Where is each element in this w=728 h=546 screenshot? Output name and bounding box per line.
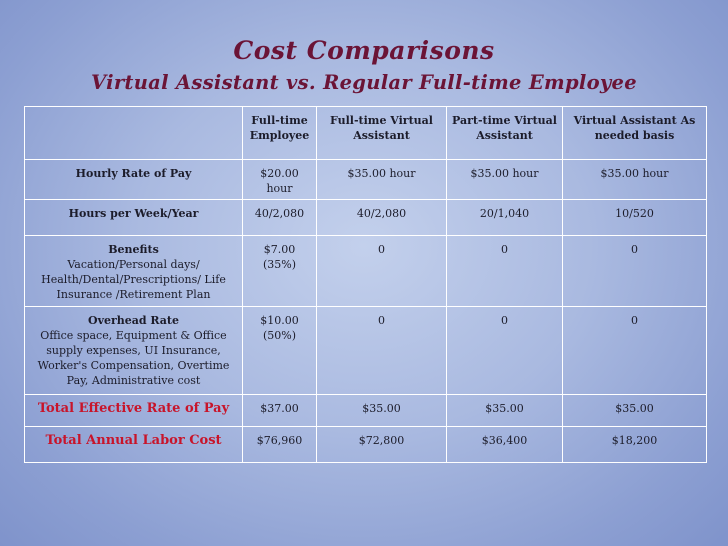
table-cell: $10.00 (50%) [243,307,317,395]
header-cell-empty [25,107,243,160]
table-cell: 0 [447,307,563,395]
table-cell: $36,400 [447,427,563,463]
row-label-cell [25,236,243,307]
table-cell: $7.00 (35%) [243,236,317,307]
table-cell: $35.00 [563,395,707,427]
table-cell: 20/1,040 [447,200,563,236]
header-cell-asneeded-va: Virtual Assistant As needed basis [563,107,707,160]
row-detail: Office space, Equipment & Office supply expenses, UI Insurance, Worker's Compensation, Overtime Pay, Administrative cost [37,329,230,387]
header-cell-parttime-va: Part-time Virtual Assistant [447,107,563,160]
row-label-cell [25,307,243,395]
table-cell: 0 [317,307,447,395]
table-cell: 0 [317,236,447,307]
table-cell: $35.00 [317,395,447,427]
table-cell: 0 [447,236,563,307]
table-cell: $72,800 [317,427,447,463]
table-cell: 10/520 [563,200,707,236]
table-header-row [25,107,707,160]
row-label: Overhead Rate [87,314,179,327]
table-row-effective-rate [25,395,707,427]
row-label: Hours per Week/Year [25,200,243,236]
table-row-benefits [25,236,707,307]
row-label: Total Annual Labor Cost [25,427,243,463]
table-row-annual-cost [25,427,707,463]
table-row-overhead [25,307,707,395]
table-cell: $35.00 hour [317,160,447,200]
table-cell: 0 [563,307,707,395]
table-cell: $37.00 [243,395,317,427]
table-cell: $76,960 [243,427,317,463]
table-row-hourly [25,160,707,200]
table-cell: $18,200 [563,427,707,463]
table-cell: $35.00 [447,395,563,427]
row-label: Benefits [108,243,159,256]
table-cell: $20.00 hour [243,160,317,200]
table-cell: $35.00 hour [563,160,707,200]
row-detail: Vacation/Personal days/ Health/Dental/Prescriptions/ Life Insurance /Retirement Plan [41,258,226,301]
table-cell: $35.00 hour [447,160,563,200]
table-cell: 40/2,080 [243,200,317,236]
table-row-hours [25,200,707,236]
table-cell: 0 [563,236,707,307]
row-label: Total Effective Rate of Pay [25,395,243,427]
slide-title: Cost Comparisons [233,36,495,65]
row-label: Hourly Rate of Pay [25,160,243,200]
table-cell: 40/2,080 [317,200,447,236]
header-cell-fulltime-employee: Full-time Employee [243,107,317,160]
cost-comparison-table [24,106,707,463]
slide-subtitle: Virtual Assistant vs. Regular Full-time Employee [91,71,637,94]
header-cell-fulltime-va: Full-time Virtual Assistant [317,107,447,160]
